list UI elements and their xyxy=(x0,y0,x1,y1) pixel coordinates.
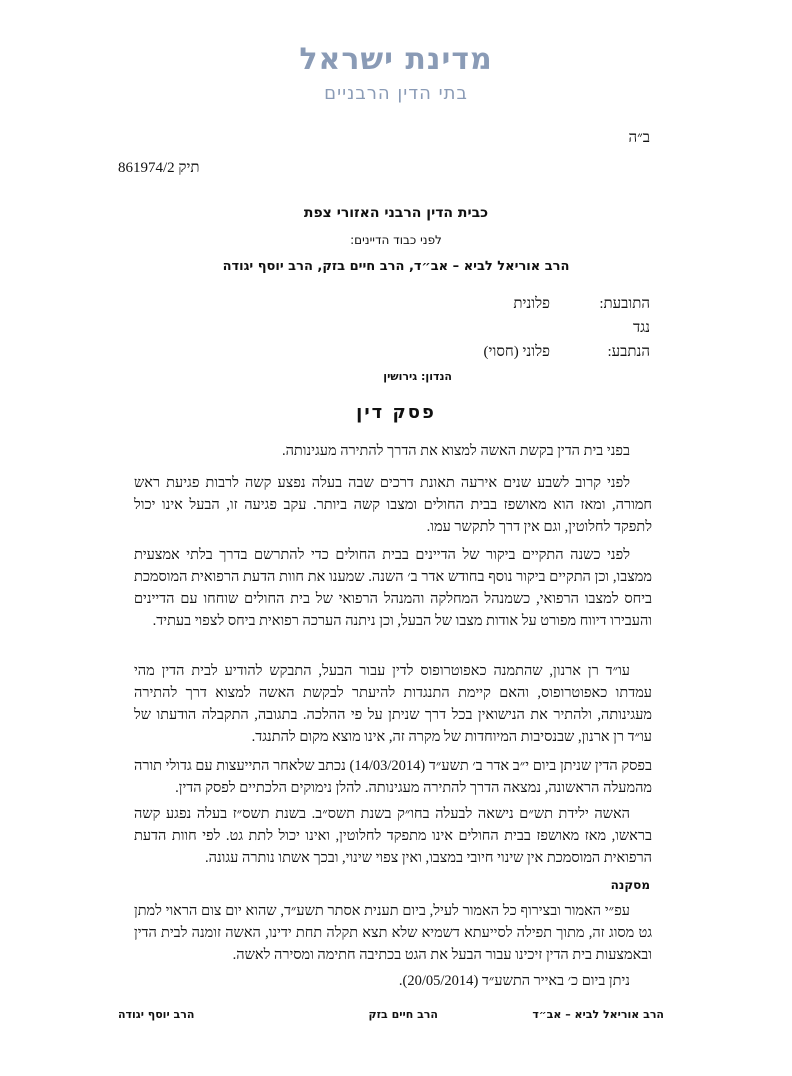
before-judges-label: לפני כבוד הדיינים: xyxy=(350,233,442,247)
court-name: כבית הדין הרבני האזורי צפת xyxy=(303,205,489,221)
paragraph: בפני בית הדין בקשת האשה למצוא את הדרך להתירה מעגינותה. xyxy=(281,443,630,459)
plaintiff-label: התובעת: xyxy=(599,296,650,312)
paragraph: לפני כשנה התקיים ביקור של הדיינים בבית החולים כדי להתרשם בדרך בלתי אמצעית ממצבו, וכן התקיים ביקור נוסף בחודש אדר ב׳ השנה. שמענו את חוות הדעת הרפואית המוסמכת ביחס למצבו הרפואי, כשמנהל המחלקה והמנהל הרפואי של בית החולים שוחחו עם הדיינים והעבירו דיווח מפורט על אודות מצבו של הבעל, וכן ניתנה הערכה רפואית ביחס לצפוי בעתיד. xyxy=(134,547,652,629)
defendant-row xyxy=(484,344,650,361)
paragraph: לפני קרוב לשבע שנים אירעה תאונת דרכים שבה בעלה נפצע קשה לרבות פגיעת ראש חמורה, ומאז הוא מאושפז בבית החולים ומצבו קשה ביותר. עקב פגיעה זו, הבעל אינו יכול לתפקד לחלוטין, וגם אין דרך לתקשר עמו. xyxy=(134,475,652,535)
plaintiff-name: פלונית xyxy=(513,296,550,312)
signature-av-beit-din: הרב אוריאל לביא – אב״ד xyxy=(532,1008,664,1021)
judges-list: הרב אוריאל לביא – אב״ד, הרב חיים בזק, הרב יוסף יגודה xyxy=(222,259,570,274)
signature-judge-2: הרב חיים בזק xyxy=(368,1008,438,1021)
conclusion-paragraph: עפ״י האמור ובצירוף כל האמור לעיל, ביום תענית אסתר תשע״ד, שהוא יום צום הראוי למתן גט מסוג זה, מתוך תפילה לסייעתא דשמיא שלא תצא תקלה תחת ידינו, האשה זומנה לבית הדין ובאמצעות בית הדין זיכינו עבור הבעל את הגט בכתיבה חתימה ומסירה לאשה. xyxy=(134,903,652,963)
file-number xyxy=(118,160,200,177)
verdict-title: פסק דין xyxy=(356,402,436,423)
paragraph: בפסק הדין שניתן ביום י״ב אדר ב׳ תשע״ד (14/03/2014) נכתב שלאחר התייעצות עם גדולי תורה מהמעלה הראשונה, נמצאה הדרך להתירה מעגינותה. להלן נימוקים הלכתיים לפסק הדין. xyxy=(134,758,652,796)
plaintiff-row xyxy=(513,296,650,313)
versus-label: נגד xyxy=(632,320,650,336)
defendant-name: פלוני (חסוי) xyxy=(483,344,550,360)
given-date: ניתן ביום כ׳ באייר התשע״ד (20/05/2014). xyxy=(398,973,630,989)
paragraph: האשה ילידת תש״ם נישאה לבעלה בחו״ק בשנת תשס״ב. בשנת תשס״ז בעלה נפגע קשה בראשו, מאז מאושפז בבית החולים אינו מתפקד לחלוטין, ואינו יכול לתת גט. לפי חוות הדעת הרפואית המוסמכת אין שינוי חיובי במצבו, ואין צפוי שינוי, ובכך אשתו נותרה עגונה. xyxy=(134,806,652,866)
defendant-label: הנתבע: xyxy=(607,344,650,360)
file-number-value: 861974/2 xyxy=(118,160,175,176)
subject-line: הנדון: גירושין xyxy=(383,370,452,383)
file-label: תיק xyxy=(178,160,200,176)
paragraph: עו״ד רן ארנון, שהתמנה כאפוטרופוס לדין עבור הבעל, התבקש להודיע לבית הדין מהי עמדתו כאפוטרופוס, והאם קיימת התנגדות להיעתר לבקשת האשה למצוא דרך להתירה מעגינותה, ולהתיר את הנישואין בכל דרך שניתן על פי ההלכה. בתגובה, התקבלה הודעתו של עו״ד רן ארנון, שבנסיבות המיוחדות של מקרה זה, אינו מוצא מקום להתנגד. xyxy=(134,663,652,745)
versus-row xyxy=(633,320,650,337)
document-header-title: מדינת ישראל xyxy=(299,42,493,77)
bh-mark: ב״ה xyxy=(628,130,650,146)
signature-judge-3: הרב יוסף יגודה xyxy=(118,1008,195,1021)
conclusion-title: מסקנה xyxy=(610,878,650,892)
document-header-subtitle: בתי הדין הרבניים xyxy=(324,83,468,104)
